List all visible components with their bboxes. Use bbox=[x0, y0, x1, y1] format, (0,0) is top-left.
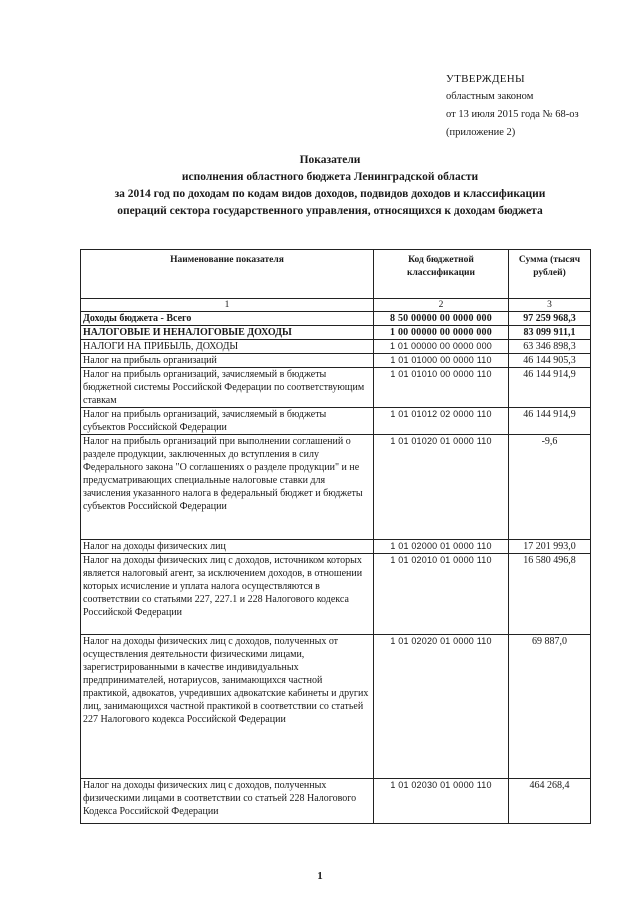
row-sum: -9,6 bbox=[509, 435, 591, 540]
row-name: Налог на доходы физических лиц с доходов, источником которых является налоговый агент, за исключением доходов, в отношении которых исчисление и уплата налога осуществляются в соответствии со статьями 227, 227.1 и 228 Налогового кодекса Российской Федерации bbox=[81, 554, 374, 635]
approval-law: областным законом bbox=[446, 91, 534, 102]
row-sum: 63 346 898,3 bbox=[509, 340, 591, 354]
title-line-3: за 2014 год по доходам по кодам видов доходов, подвидов доходов и классификации bbox=[114, 188, 546, 200]
row-sum: 46 144 914,9 bbox=[509, 408, 591, 435]
row-code: 8 50 00000 00 0000 000 bbox=[374, 312, 509, 326]
table-row bbox=[81, 326, 591, 340]
column-number: 3 bbox=[509, 299, 591, 312]
column-number: 2 bbox=[374, 299, 509, 312]
approval-title: УТВЕРЖДЕНЫ bbox=[446, 73, 525, 85]
row-code: 1 01 02030 01 0000 110 bbox=[374, 779, 509, 824]
row-sum: 16 580 496,8 bbox=[509, 554, 591, 635]
revenue-table bbox=[80, 249, 591, 824]
column-number: 1 bbox=[81, 299, 374, 312]
row-code: 1 01 01012 02 0000 110 bbox=[374, 408, 509, 435]
row-code: 1 01 01010 00 0000 110 bbox=[374, 368, 509, 408]
row-name: Налог на доходы физических лиц с доходов, полученных физическими лицами в соответствии со статьей 228 Налогового Кодекса Российской Федерации bbox=[81, 779, 374, 824]
page-number: 1 bbox=[317, 870, 323, 882]
row-name: НАЛОГОВЫЕ И НЕНАЛОГОВЫЕ ДОХОДЫ bbox=[81, 326, 374, 340]
approval-appendix: (приложение 2) bbox=[446, 127, 516, 138]
header-name: Наименование показателя bbox=[81, 250, 374, 299]
table-row bbox=[81, 635, 591, 779]
row-name: НАЛОГИ НА ПРИБЫЛЬ, ДОХОДЫ bbox=[81, 340, 374, 354]
row-code: 1 01 00000 00 0000 000 bbox=[374, 340, 509, 354]
row-sum: 46 144 905,3 bbox=[509, 354, 591, 368]
approval-date: от 13 июля 2015 года № 68-оз bbox=[446, 109, 579, 120]
table-row bbox=[81, 540, 591, 554]
row-sum: 464 268,4 bbox=[509, 779, 591, 824]
approval-stamp bbox=[446, 70, 579, 142]
title-line-1: Показатели bbox=[299, 154, 361, 166]
row-name: Налог на прибыль организаций, зачисляемый в бюджеты субъектов Российской Федерации bbox=[81, 408, 374, 435]
table-row bbox=[81, 354, 591, 368]
table-row bbox=[81, 340, 591, 354]
table-row bbox=[81, 408, 591, 435]
row-name: Налог на прибыль организаций при выполнении соглашений о разделе продукции, заключенных до вступления в силу Федерального закона "О соглашениях о разделе продукции" и не предусматривающих специальные налоговые ставки для зачисления указанного налога в федеральный бюджет и бюджеты субъектов Российской Федерации bbox=[81, 435, 374, 540]
row-sum: 83 099 911,1 bbox=[509, 326, 591, 340]
row-code: 1 01 02020 01 0000 110 bbox=[374, 635, 509, 779]
header-code: Код бюджетной классификации bbox=[374, 250, 509, 299]
row-sum: 69 887,0 bbox=[509, 635, 591, 779]
row-sum: 17 201 993,0 bbox=[509, 540, 591, 554]
row-code: 1 01 02010 01 0000 110 bbox=[374, 554, 509, 635]
row-code: 1 01 02000 01 0000 110 bbox=[374, 540, 509, 554]
table-row bbox=[81, 368, 591, 408]
row-name: Налог на доходы физических лиц bbox=[81, 540, 374, 554]
table-header-row bbox=[81, 250, 591, 299]
table-row bbox=[81, 554, 591, 635]
row-name: Доходы бюджета - Всего bbox=[81, 312, 374, 326]
row-code: 1 01 01000 00 0000 110 bbox=[374, 354, 509, 368]
column-number-row bbox=[81, 299, 591, 312]
row-sum: 46 144 914,9 bbox=[509, 368, 591, 408]
document-title bbox=[60, 152, 600, 220]
row-code: 1 00 00000 00 0000 000 bbox=[374, 326, 509, 340]
title-line-4: операций сектора государственного управления, относящихся к доходам бюджета bbox=[117, 205, 543, 217]
row-code: 1 01 01020 01 0000 110 bbox=[374, 435, 509, 540]
row-name: Налог на прибыль организаций bbox=[81, 354, 374, 368]
table-row bbox=[81, 435, 591, 540]
header-sum: Сумма (тысяч рублей) bbox=[509, 250, 591, 299]
row-name: Налог на прибыль организаций, зачисляемый в бюджеты бюджетной системы Российской Федерации по соответствующим ставкам bbox=[81, 368, 374, 408]
row-sum: 97 259 968,3 bbox=[509, 312, 591, 326]
title-line-2: исполнения областного бюджета Ленинградской области bbox=[181, 171, 479, 183]
table-row bbox=[81, 312, 591, 326]
row-name: Налог на доходы физических лиц с доходов, полученных от осуществления деятельности физическими лицами, зарегистрированными в качестве индивидуальных предпринимателей, нотариусов, занимающихся частной практикой, адвокатов, учредивших адвокатские кабинеты и других лиц, занимающихся частной практикой в соответствии со статьей 227 Налогового кодекса Российской Федерации bbox=[81, 635, 374, 779]
table-row bbox=[81, 779, 591, 824]
